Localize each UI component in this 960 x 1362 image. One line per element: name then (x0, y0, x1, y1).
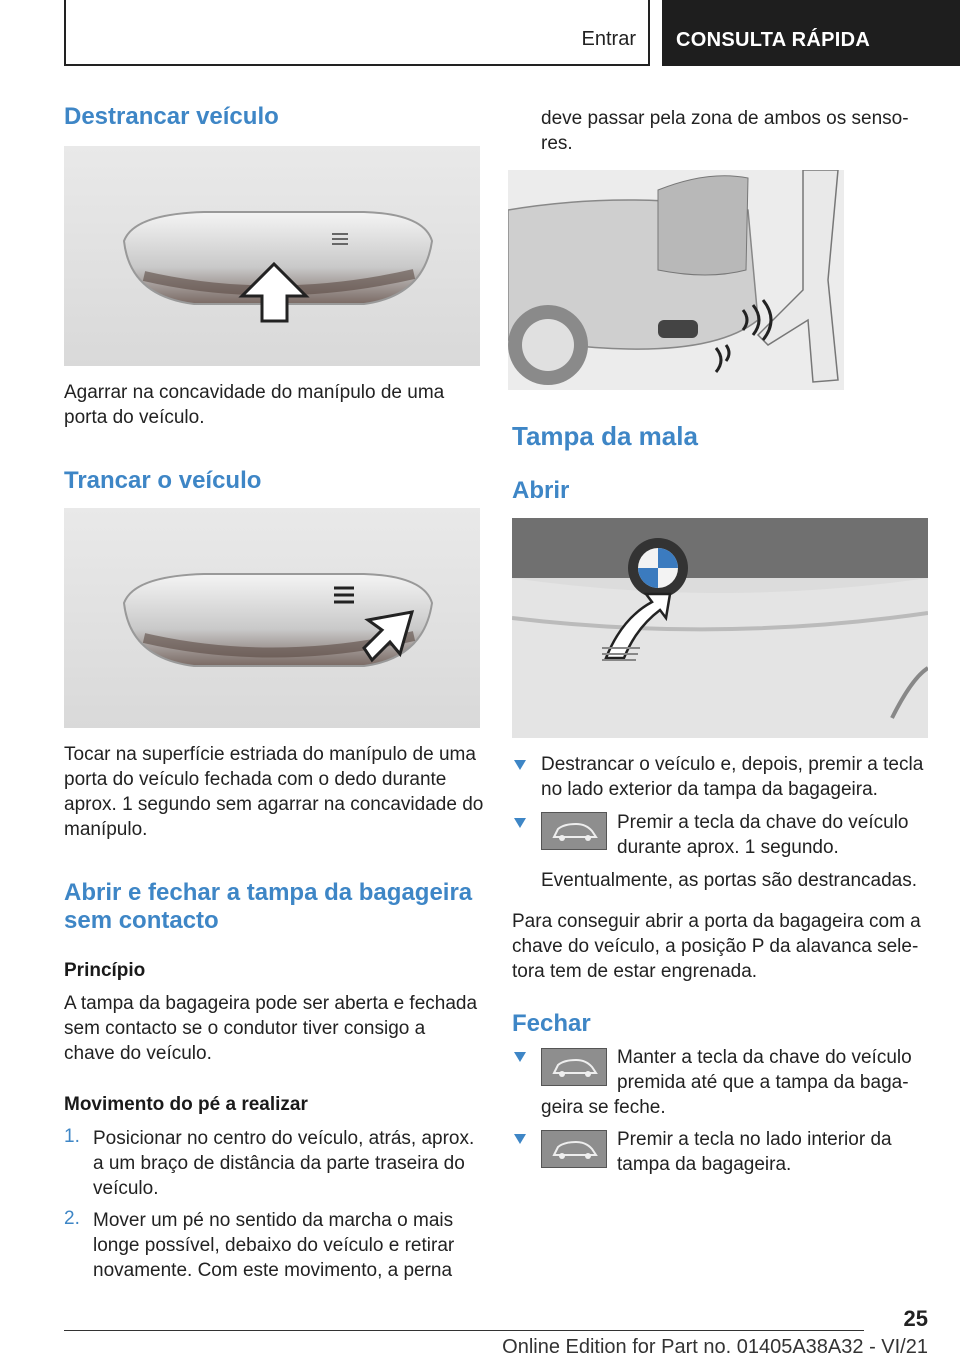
tailgate-open-image (512, 518, 928, 738)
header-divider (648, 0, 650, 66)
door-handle-unlock-image (64, 146, 480, 366)
foot-gesture-image (508, 170, 844, 390)
step-text: a um braço de distância da parte traseira do (93, 1153, 465, 1174)
step-text: novamente. Com este movimento, a perna (93, 1260, 453, 1281)
step-text: Posicionar no centro do veículo, atrás, aprox. (93, 1128, 475, 1149)
interior-tailgate-button-icon (541, 1130, 607, 1168)
step-number: 1. (64, 1126, 80, 1147)
lock-title: Trancar o veículo (64, 467, 262, 494)
door-handle-lock-image (64, 508, 480, 728)
page-number: 25 (903, 1306, 928, 1331)
unlock-title: Destrancar veículo (64, 103, 279, 130)
step-text: veículo. (93, 1178, 159, 1199)
open-title: Abrir (512, 477, 570, 504)
header-tab-quick-reference[interactable]: CONSULTA RÁPIDA (662, 0, 960, 66)
tailgate-title: Tampa da mala (512, 421, 698, 451)
footer-rule (64, 1330, 864, 1331)
step-text: longe possível, debaixo do veículo e retirar (93, 1235, 455, 1256)
step-text: Mover um pé no sentido da marcha o mais (93, 1210, 454, 1231)
principle-title: Princípio (64, 960, 146, 981)
close-title: Fechar (512, 1010, 591, 1037)
key-tailgate-button-icon (541, 812, 607, 850)
header-bottom-rule (64, 64, 650, 66)
footer-edition: Online Edition for Part no. 01405A38A32 - VI/21 (502, 1336, 928, 1358)
step-number: 2. (64, 1208, 80, 1229)
header-section-label: Entrar (581, 28, 636, 50)
header-left-rule (64, 0, 66, 66)
key-tailgate-button-icon (541, 1048, 607, 1086)
open-note: Eventualmente, as portas são destrancadas. (541, 870, 918, 891)
movement-title: Movimento do pé a realizar (64, 1094, 308, 1115)
